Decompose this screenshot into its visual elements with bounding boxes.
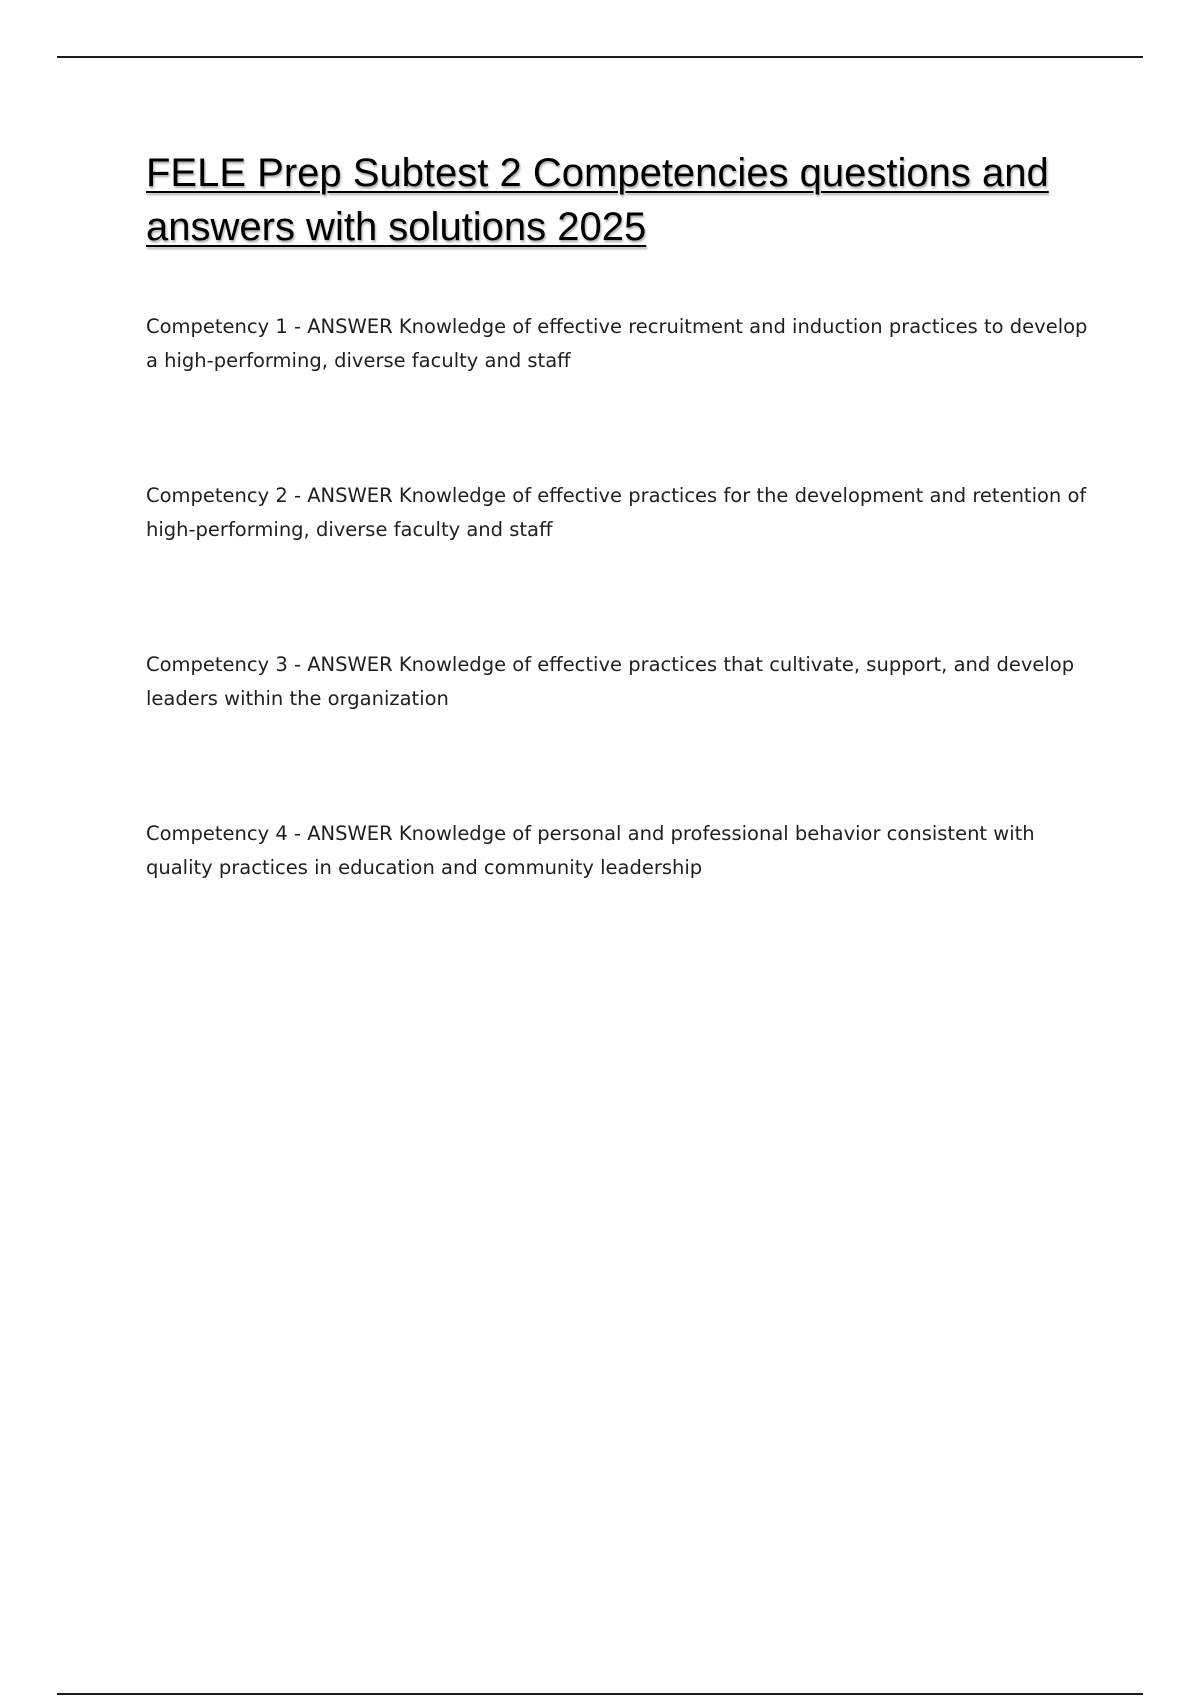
top-divider [57,56,1143,58]
competency-list [146,310,1096,986]
bottom-divider [57,1693,1143,1695]
competency-item-3: Competency 3 - ANSWER Knowledge of effective practices that cultivate, support, and develop leaders within the organization [146,653,1075,710]
competency-item-4: Competency 4 - ANSWER Knowledge of personal and professional behavior consistent with quality practices in education and community leadership [146,822,1035,879]
competency-item-1: Competency 1 - ANSWER Knowledge of effective recruitment and induction practices to develop a high-performing, diverse faculty and staff [146,315,1088,372]
document-title: FELE Prep Subtest 2 Competencies questions and answers with solutions 2025 [146,151,1049,249]
competency-item-2: Competency 2 - ANSWER Knowledge of effective practices for the development and retention of high-performing, diverse faculty and staff [146,484,1087,541]
